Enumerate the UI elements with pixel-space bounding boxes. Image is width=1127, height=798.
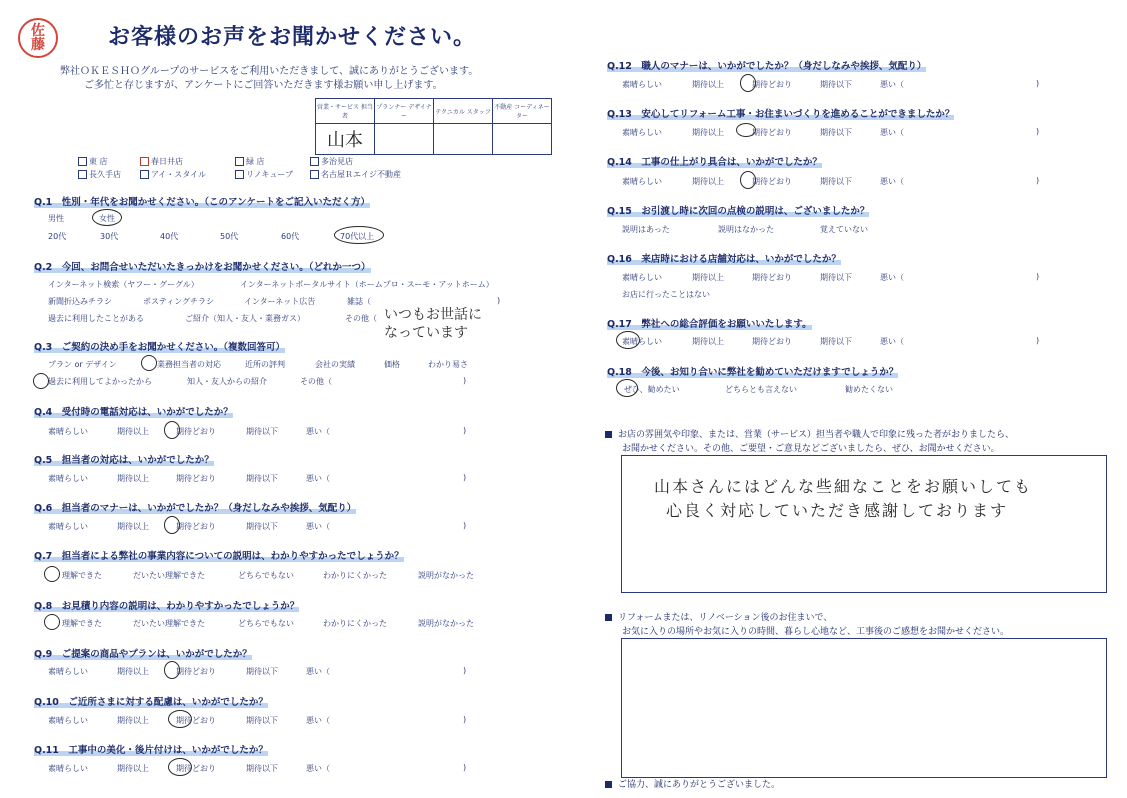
answer-option[interactable]: 素晴らしい xyxy=(48,667,88,676)
paren-close: ) xyxy=(1036,272,1040,281)
handwritten-comment: 山本さんにはどんな些細なことをお願いしても xyxy=(654,477,1033,496)
staff-value-technical[interactable] xyxy=(434,124,493,155)
selection-circle xyxy=(740,74,756,92)
answer-option[interactable]: 素晴らしい xyxy=(622,177,662,186)
answer-option[interactable]: インターネット広告 xyxy=(244,297,316,306)
paren-close: ) xyxy=(463,473,467,482)
answer-option[interactable]: 期待どおり xyxy=(752,273,792,282)
answer-option[interactable]: 説明はあった xyxy=(622,225,670,234)
store-option[interactable]: 春日井店 xyxy=(140,156,183,167)
answer-option[interactable]: インターネット検索（ヤフー・グーグル） xyxy=(48,280,199,289)
store-option[interactable]: アイ・スタイル xyxy=(140,169,206,180)
checkbox-icon[interactable] xyxy=(235,170,244,179)
staff-value-planner[interactable] xyxy=(375,124,434,155)
answer-option[interactable]: わかりにくかった xyxy=(323,571,387,580)
answer-option[interactable]: 悪い（ xyxy=(880,273,904,282)
answer-option[interactable]: その他（ xyxy=(300,377,332,386)
staff-header-realestate: 不動産 コーディネーター xyxy=(493,99,552,124)
answer-option[interactable]: 過去に利用したことがある xyxy=(48,314,144,323)
answer-option[interactable]: 70代以上 xyxy=(340,232,375,241)
selection-circle xyxy=(736,123,756,137)
answer-option[interactable]: 素晴らしい xyxy=(622,273,662,282)
bullet-square-icon xyxy=(605,431,612,438)
answer-option[interactable]: 30代 xyxy=(100,232,119,241)
paren-close: ) xyxy=(1036,127,1040,136)
page-title: お客様のお声をお聞かせください。 xyxy=(108,25,477,50)
paren-close: ) xyxy=(463,426,467,435)
question-10: Q.10 ご近所さまに対する配慮は、いかがでしたか？ xyxy=(34,697,268,708)
answer-option[interactable]: 価格 xyxy=(384,360,400,369)
answer-option[interactable]: 悪い（ xyxy=(306,427,330,436)
answer-option[interactable]: 悪い（ xyxy=(306,667,330,676)
intro-line-2: ご多忙と存じますが、アンケートにご回答いただきます様お願い申し上げます。 xyxy=(84,80,443,91)
question-5: Q.5 担当者の対応は、いかがでしたか？ xyxy=(34,455,214,466)
answer-option[interactable]: 素晴らしい xyxy=(48,522,88,531)
answer-option[interactable]: 悪い（ xyxy=(880,177,904,186)
answer-option[interactable]: 期待以下 xyxy=(820,337,852,346)
selection-circle xyxy=(164,516,180,534)
seal-stamp: 佐 藤 xyxy=(18,18,58,58)
answer-option[interactable]: 期待以下 xyxy=(820,128,852,137)
answer-option[interactable]: 期待どおり xyxy=(752,337,792,346)
question-8: Q.8 お見積り内容の説明は、わかりやすかったでしょうか？ xyxy=(34,601,300,612)
answer-option[interactable]: 素晴らしい xyxy=(622,337,662,346)
comment-prompt-1b: お聞かせください。その他、ご要望・ご意見などございましたら、ぜひ、お聞かせください。 xyxy=(622,444,1000,454)
answer-option[interactable]: 素晴らしい xyxy=(622,128,662,137)
selection-circle xyxy=(616,379,638,397)
answer-option[interactable]: 悪い（ xyxy=(880,337,904,346)
answer-option[interactable]: 期待以上 xyxy=(692,80,724,89)
answer-option[interactable]: わかりにくかった xyxy=(323,619,387,628)
selection-circle xyxy=(164,421,180,439)
answer-option[interactable]: 雑誌（ xyxy=(347,297,371,306)
store-option[interactable]: 長久手店 xyxy=(78,169,121,180)
answer-option[interactable]: わかり易さ xyxy=(428,360,468,369)
answer-option[interactable]: 期待どおり xyxy=(752,80,792,89)
question-11: Q.11 工事中の美化・後片付けは、いかがでしたか？ xyxy=(34,745,268,756)
checkbox-icon[interactable] xyxy=(140,170,149,179)
answer-option[interactable]: 期待以上 xyxy=(117,716,149,725)
staff-header-planner: プランナー デザイナー xyxy=(375,99,434,124)
answer-option[interactable]: ポスティングチラシ xyxy=(143,297,215,306)
paren-close: ) xyxy=(463,521,467,530)
selection-circle xyxy=(168,758,192,776)
selection-circle xyxy=(141,355,157,371)
answer-option[interactable]: 期待以上 xyxy=(692,128,724,137)
answer-option[interactable]: 50代 xyxy=(220,232,239,241)
comment-box-1[interactable] xyxy=(621,455,1107,593)
answer-option[interactable]: 期待以下 xyxy=(246,716,278,725)
question-2: Q.2 今回、お問合せいただいたきっかけをお聞かせください。（どれか一つ） xyxy=(34,262,371,273)
answer-option[interactable]: 女性 xyxy=(99,214,115,223)
selection-circle xyxy=(44,566,60,582)
answer-option[interactable]: 期待以上 xyxy=(692,337,724,346)
question-13: Q.13 安心してリフォーム工事・お住まいづくりを進めることができましたか？ xyxy=(607,109,955,120)
paren-close: ) xyxy=(1036,176,1040,185)
answer-option[interactable]: 素晴らしい xyxy=(48,716,88,725)
checkbox-icon[interactable] xyxy=(78,157,87,166)
handwritten-answer: なっています xyxy=(384,325,468,341)
answer-option[interactable]: 期待以上 xyxy=(117,427,149,436)
question-18: Q.18 今後、お知り合いに弊社を勧めていただけますでしょうか？ xyxy=(607,367,899,378)
staff-header-sales: 営業・サービス 担当者 xyxy=(316,99,375,124)
answer-option[interactable]: 期待以上 xyxy=(117,522,149,531)
answer-option[interactable]: 悪い（ xyxy=(306,764,330,773)
question-1: Q.1 性別・年代をお聞かせください。（このアンケートをご記入いただく方） xyxy=(34,197,370,208)
answer-option[interactable]: 期待以下 xyxy=(246,522,278,531)
answer-option[interactable]: 素晴らしい xyxy=(622,80,662,89)
answer-option[interactable]: 期待どおり xyxy=(176,474,216,483)
answer-option[interactable]: 期待どおり xyxy=(176,522,216,531)
answer-option[interactable]: その他（ xyxy=(345,314,377,323)
answer-option[interactable]: お店に行ったことはない xyxy=(622,290,710,299)
question-16: Q.16 来店時における店舗対応は、いかがでしたか？ xyxy=(607,254,841,265)
handwritten-answer: いつもお世話に xyxy=(384,307,482,323)
bullet-square-icon xyxy=(605,781,612,788)
answer-option[interactable]: ぜひ、勧めたい xyxy=(624,385,680,394)
answer-option[interactable]: 素晴らしい xyxy=(48,427,88,436)
answer-option[interactable]: 期待以上 xyxy=(117,474,149,483)
selection-circle xyxy=(44,614,60,630)
answer-option[interactable]: 説明がなかった xyxy=(418,619,474,628)
paren-close: ) xyxy=(1036,79,1040,88)
store-option[interactable]: 名古屋Ｒエイジ不動産 xyxy=(310,169,401,180)
comment-box-2[interactable] xyxy=(621,638,1107,778)
answer-option[interactable]: 説明がなかった xyxy=(418,571,474,580)
paren-close: ) xyxy=(463,376,467,385)
staff-value-sales[interactable]: 山本 xyxy=(316,124,375,155)
selection-circle xyxy=(33,373,49,389)
paren-close: ) xyxy=(463,715,467,724)
paren-close: ) xyxy=(1036,336,1040,345)
answer-option[interactable]: 知人・友人からの紹介 xyxy=(187,377,267,386)
answer-option[interactable]: 40代 xyxy=(160,232,179,241)
answer-option[interactable]: 会社の実績 xyxy=(315,360,355,369)
answer-option[interactable]: 期待以下 xyxy=(246,667,278,676)
staff-header-technical: テクニカル スタッフ xyxy=(434,99,493,124)
question-14: Q.14 工事の仕上がり具合は、いかがでしたか？ xyxy=(607,157,822,168)
answer-option[interactable]: 勧めたくない xyxy=(845,385,893,394)
answer-option[interactable]: どちらとも言えない xyxy=(725,385,797,394)
answer-option[interactable]: 期待以上 xyxy=(692,177,724,186)
answer-option[interactable]: 期待以下 xyxy=(246,764,278,773)
intro-line-1: 弊社ＯＫＥＳＨＯグループのサービスをご利用いただきまして、誠にありがとうございます。 xyxy=(60,66,479,77)
bullet-square-icon xyxy=(605,614,612,621)
answer-option[interactable]: 悪い（ xyxy=(306,474,330,483)
answer-option[interactable]: 期待以下 xyxy=(820,273,852,282)
answer-option[interactable]: 過去に利用してよかったから xyxy=(48,377,152,386)
answer-option[interactable]: 理解できた xyxy=(62,571,102,580)
paren-close: ) xyxy=(463,666,467,675)
answer-option[interactable]: 説明はなかった xyxy=(718,225,774,234)
question-6: Q.6 担当者のマナーは、いかがでしたか？（身だしなみや挨拶、気配り） xyxy=(34,503,357,514)
answer-option[interactable]: ご紹介（知人・友人・業務ガス） xyxy=(185,314,305,323)
store-option[interactable]: リノキューブ xyxy=(235,169,293,180)
selection-circle xyxy=(616,331,640,349)
answer-option[interactable]: 理解できた xyxy=(62,619,102,628)
answer-option[interactable]: どちらでもない xyxy=(238,571,294,580)
answer-option[interactable]: 期待どおり xyxy=(176,716,216,725)
answer-option[interactable]: 期待以下 xyxy=(820,177,852,186)
answer-option[interactable]: 期待どおり xyxy=(176,764,216,773)
answer-option[interactable]: 新聞折込みチラシ xyxy=(48,297,112,306)
answer-option[interactable]: インターネットポータルサイト（ホームプロ・スーモ・アットホーム） xyxy=(240,280,494,289)
selection-circle xyxy=(168,710,192,728)
checkbox-icon[interactable] xyxy=(310,170,319,179)
answer-option[interactable]: 素晴らしい xyxy=(48,764,88,773)
answer-option[interactable]: 悪い（ xyxy=(880,128,904,137)
answer-option[interactable]: 覚えていない xyxy=(820,225,868,234)
answer-option[interactable]: 期待以上 xyxy=(117,764,149,773)
answer-option[interactable]: 期待以下 xyxy=(246,427,278,436)
question-9: Q.9 ご提案の商品やプランは、いかがでしたか？ xyxy=(34,649,252,660)
answer-option[interactable]: 期待どおり xyxy=(752,177,792,186)
answer-option[interactable]: 期待どおり xyxy=(176,667,216,676)
answer-option[interactable]: どちらでもない xyxy=(238,619,294,628)
comment-prompt-2b: お気に入りの場所やお気に入りの時間、暮らし心地など、工事後のご感想をお聞かせください。 xyxy=(622,627,1010,637)
answer-option[interactable]: 期待以下 xyxy=(246,474,278,483)
selection-circle xyxy=(334,226,384,244)
comment-prompt-2: リフォームまたは、リノベーション後のお住まいで、 xyxy=(605,610,832,623)
checkbox-checked-icon[interactable] xyxy=(140,157,149,166)
question-7: Q.7 担当者による弊社の事業内容についての説明は、わかりやすかったでしょうか？ xyxy=(34,551,404,562)
answer-option[interactable]: だいたい理解できた xyxy=(133,619,205,628)
comment-prompt-1: お店の雰囲気や印象、または、営業（サービス）担当者や職人で印象に残った者がおりましたら、 xyxy=(605,427,1014,440)
answer-option[interactable]: 60代 xyxy=(281,232,300,241)
answer-option[interactable]: プラン or デザイン xyxy=(48,360,117,369)
staff-value-realestate[interactable] xyxy=(493,124,552,155)
answer-option[interactable]: 20代 xyxy=(48,232,67,241)
answer-option[interactable]: 期待以上 xyxy=(117,667,149,676)
question-3: Q.3 ご契約の決め手をお聞かせください。（複数回答可） xyxy=(34,342,286,353)
store-option[interactable]: 緑 店 xyxy=(235,156,265,167)
selection-circle xyxy=(164,661,180,679)
answer-option[interactable]: 悪い（ xyxy=(306,716,330,725)
store-option[interactable]: 東 店 xyxy=(78,156,108,167)
paren-close: ) xyxy=(463,763,467,772)
answer-option[interactable]: 素晴らしい xyxy=(48,474,88,483)
answer-option[interactable]: 近所の評判 xyxy=(245,360,285,369)
checkbox-icon[interactable] xyxy=(310,157,319,166)
checkbox-icon[interactable] xyxy=(235,157,244,166)
answer-option[interactable]: だいたい理解できた xyxy=(133,571,205,580)
handwritten-comment: 心良く対応していただき感謝しております xyxy=(666,501,1009,520)
paren-close: ) xyxy=(497,296,501,305)
selection-circle xyxy=(92,209,122,226)
question-12: Q.12 職人のマナーは、いかがでしたか？（身だしなみや挨拶、気配り） xyxy=(607,61,927,72)
answer-option[interactable]: 期待どおり xyxy=(752,128,792,137)
checkbox-icon[interactable] xyxy=(78,170,87,179)
staff-table xyxy=(315,98,552,155)
selection-circle xyxy=(740,171,756,189)
question-4: Q.4 受付時の電話対応は、いかがでしたか？ xyxy=(34,407,233,418)
answer-option[interactable]: 悪い（ xyxy=(880,80,904,89)
answer-option[interactable]: 期待以下 xyxy=(820,80,852,89)
question-15: Q.15 お引渡し時に次回の点検の説明は、ございましたか？ xyxy=(607,206,870,217)
question-17: Q.17 弊社への総合評価をお願いいたします。 xyxy=(607,319,812,330)
store-option[interactable]: 多治見店 xyxy=(310,156,353,167)
answer-option[interactable]: 業務担当者の対応 xyxy=(157,360,221,369)
answer-option[interactable]: 男性 xyxy=(48,214,64,223)
answer-option[interactable]: 期待以上 xyxy=(692,273,724,282)
footer-thanks: ご協力、誠にありがとうございました。 xyxy=(605,777,780,790)
answer-option[interactable]: 悪い（ xyxy=(306,522,330,531)
answer-option[interactable]: 期待どおり xyxy=(176,427,216,436)
